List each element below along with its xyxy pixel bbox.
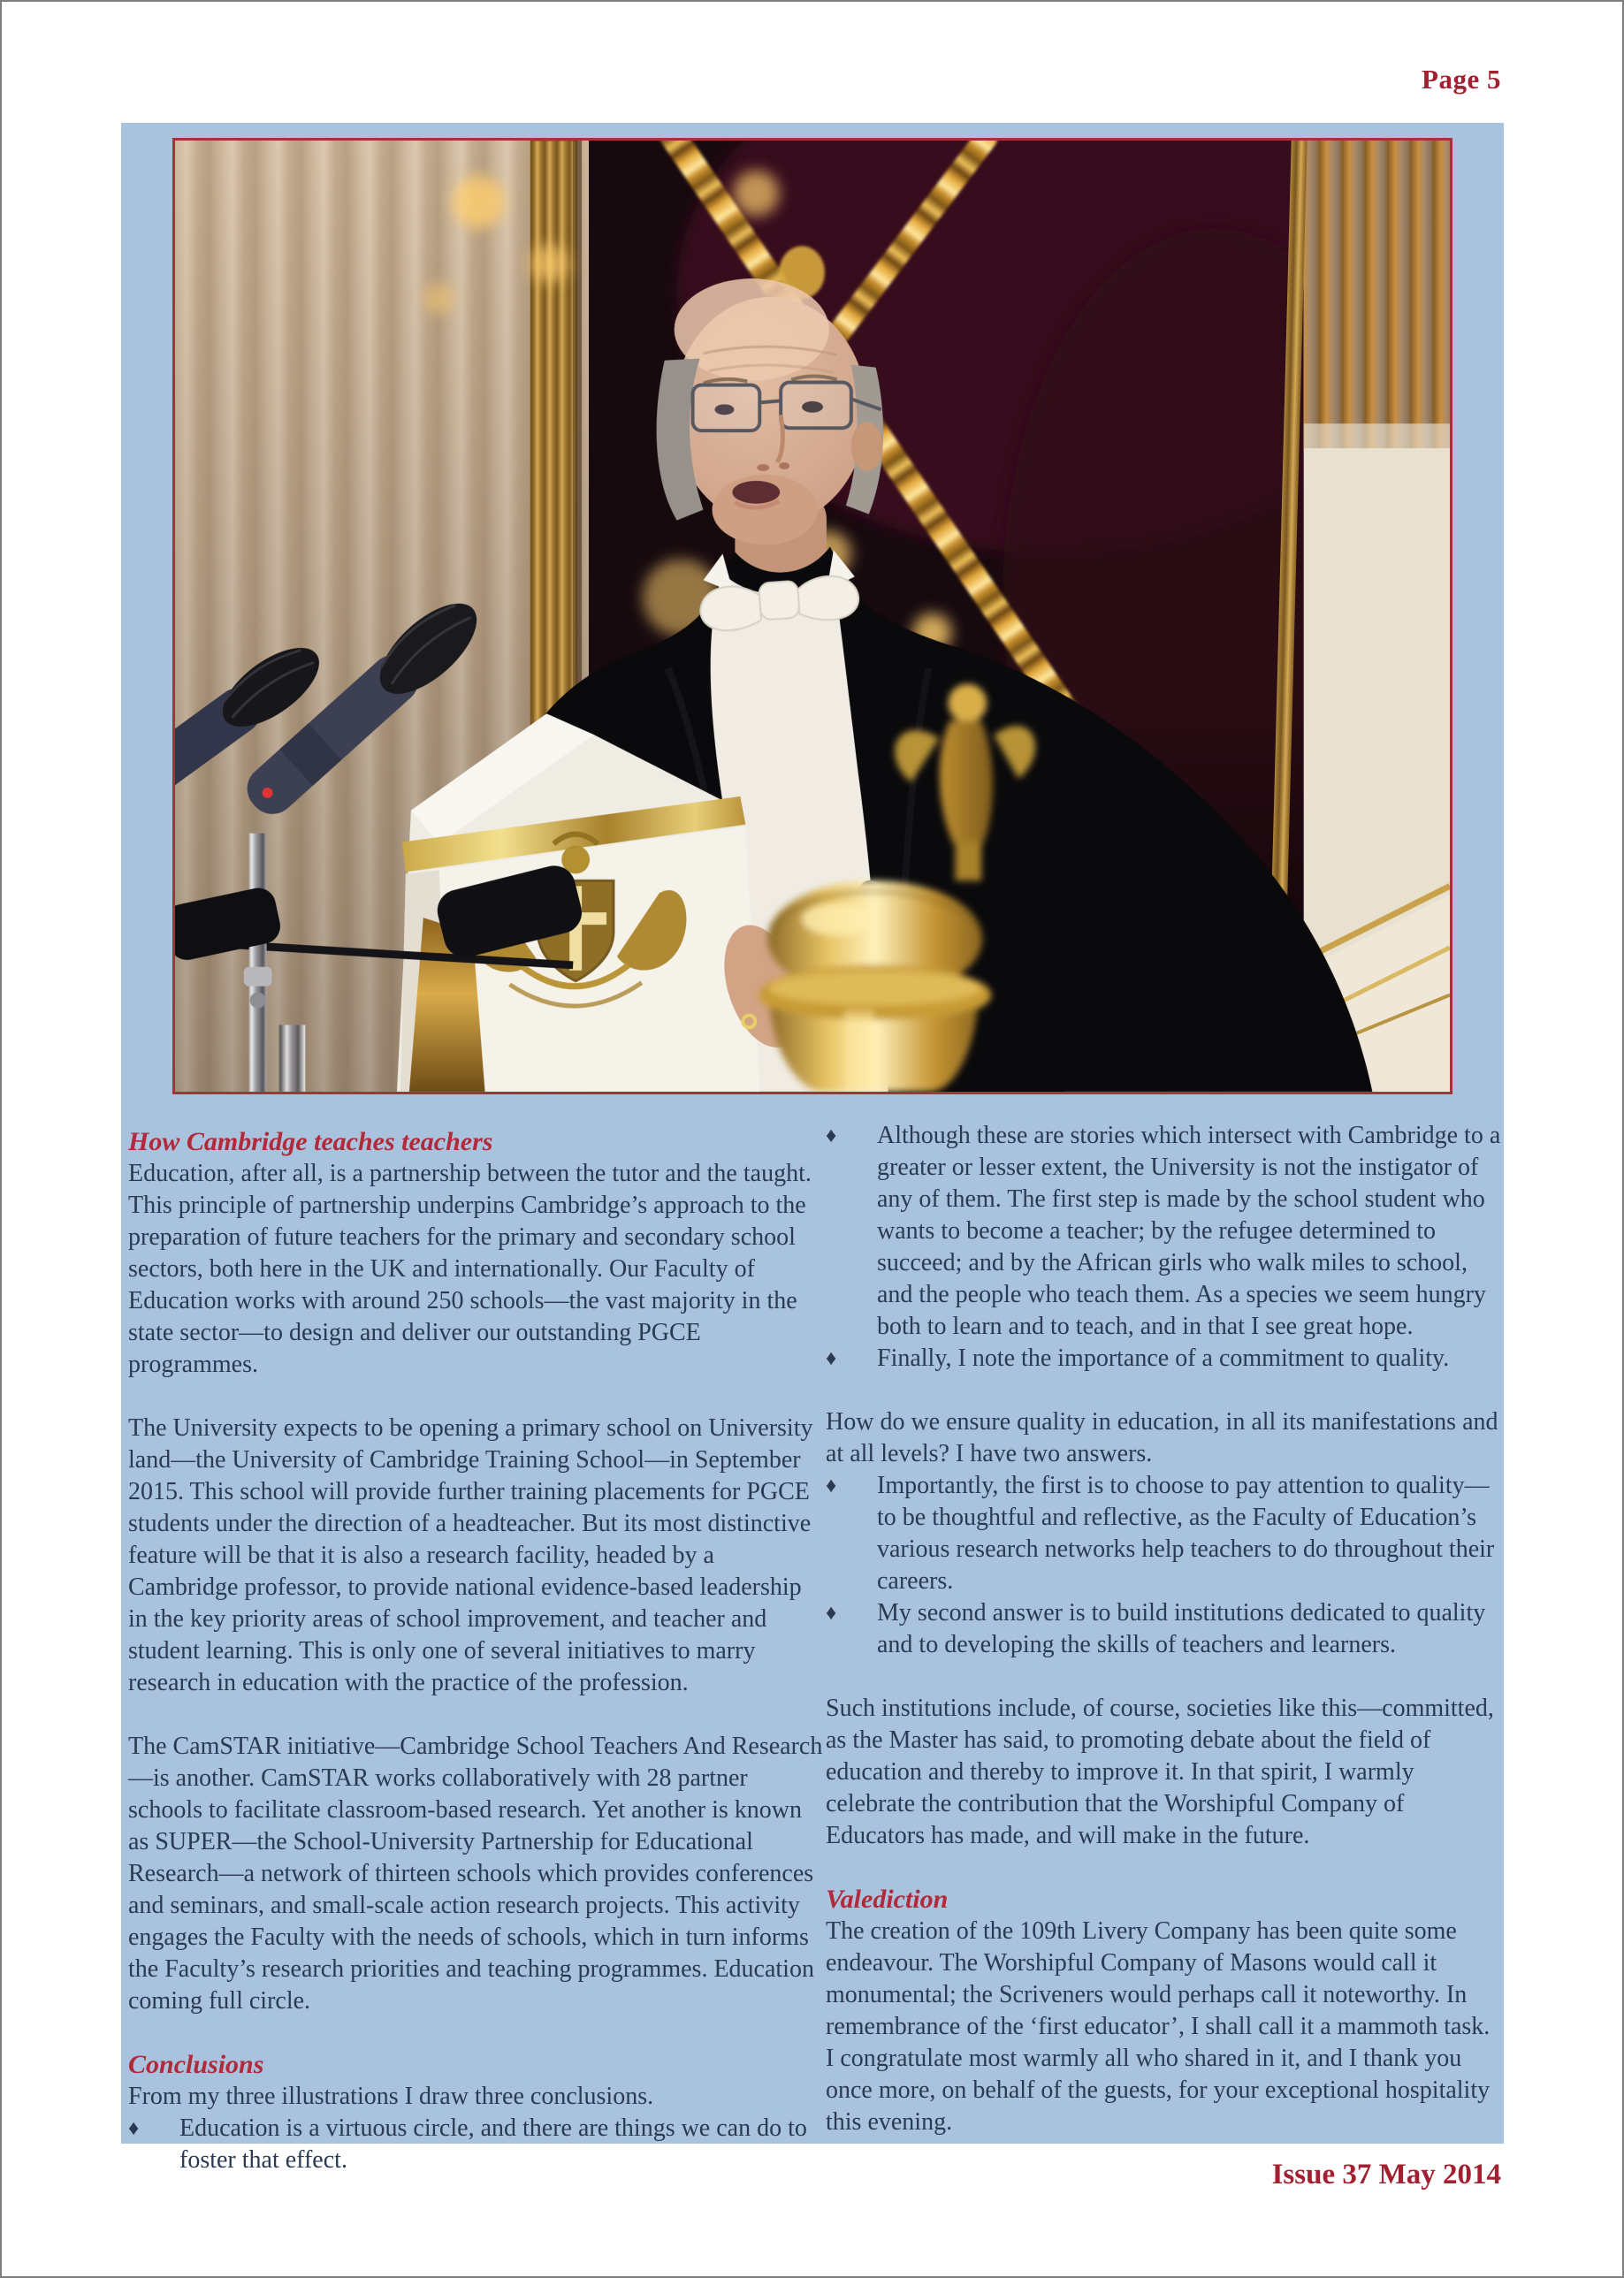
bullet-text: My second answer is to build institutions dedicated to quality and to developing the skills of teachers and learners. bbox=[877, 1599, 1486, 1658]
footer-issue: Issue 37 May 2014 bbox=[1271, 2159, 1501, 2190]
diamond-bullet-icon: ♦ bbox=[826, 1347, 837, 1370]
bullet-text: Education is a virtuous circle, and there are things we can do to foster that effect. bbox=[179, 2114, 807, 2174]
column-left bbox=[128, 1126, 823, 2176]
body-paragraph: The CamSTAR initiative—Cambridge School Teachers And Research—is another. CamSTAR works collaboratively with 28 partner schools to facilitate classroom-based research. Yet another is known as SUPER—the School-University Partnership for Educational Research—a network of thirteen schools which provides conferences and seminars, and small-scale action research projects. This activity engages the Faculty with the needs of schools, which in turn informs the Faculty’s research priorities and teaching programmes. Education coming full circle. bbox=[128, 1733, 823, 2015]
body-paragraph: The creation of the 109th Livery Company has been quite some endeavour. The Worshipful Company of Masons would call it monumental; the Scriveners would perhaps call it noteworthy. In remembrance of the ‘first educator’, I shall call it a mammoth task. I congratulate most warmly all who shared in it, and I thank you once more, on behalf of the guests, for your exceptional hospitality this evening. bbox=[826, 1917, 1491, 2136]
bullet-item bbox=[826, 1343, 1501, 1375]
body-paragraph: How do we ensure quality in education, in all its manifestations and at all levels? I have two answers. bbox=[826, 1408, 1498, 1467]
body-paragraph: The University expects to be opening a primary school on University land—the University of Cambridge Training School—in September 2015. This school will provide further training placements for PGCE students under the direction of a headteacher. But its most distinctive feature will be that it is also a research facility, headed by a Cambridge professor, to provide national evidence-based leadership in the key priority areas of school improvement, and teacher and student learning. This is only one of several initiatives to marry research in education with the practice of the profession. bbox=[128, 1414, 813, 1696]
bullet-item bbox=[128, 2113, 823, 2176]
body-paragraph: Education, after all, is a partnership between the tutor and the taught. This principle of partnership underpins Cambridge’s approach to the preparation of future teachers for the primary and secondary school sectors, both here in the UK and internationally. Our Faculty of Education works with around 250 schools—the vast majority in the state sector—to design and deliver our outstanding PGCE programmes. bbox=[128, 1160, 812, 1378]
bullet-text: Although these are stories which intersect with Cambridge to a greater or lesser extent, the University is not the instigator of any of them. The first step is made by the school student who wants to become a teacher; by the refugee determined to succeed; and by the African girls who walk miles to school, and the people who teach them. As a species we seem hungry both to learn and to teach, and in that I see great hope. bbox=[877, 1122, 1501, 1340]
bullet-text: Importantly, the first is to choose to pay attention to quality—to be thoughtful and reflective, as the Faculty of Education’s various research networks help teachers to do throughout their careers. bbox=[877, 1472, 1495, 1595]
column-right bbox=[826, 1120, 1501, 2138]
diamond-bullet-icon: ♦ bbox=[128, 2117, 140, 2140]
speech-photo bbox=[172, 138, 1452, 1094]
speech-photo-illustration bbox=[175, 141, 1450, 1092]
diamond-bullet-icon: ♦ bbox=[826, 1474, 837, 1497]
gilt-frame-edge bbox=[530, 141, 582, 747]
diamond-bullet-icon: ♦ bbox=[826, 1124, 837, 1147]
bullet-item bbox=[826, 1470, 1501, 1597]
bullet-item bbox=[826, 1120, 1501, 1343]
body-paragraph: From my three illustrations I draw three conclusions. bbox=[128, 2083, 654, 2110]
section-heading-conclusions: Conclusions bbox=[128, 2050, 264, 2079]
diamond-bullet-icon: ♦ bbox=[826, 1602, 837, 1625]
bullet-item bbox=[826, 1597, 1501, 1661]
content-panel bbox=[121, 123, 1504, 2174]
section-heading-valediction: Valediction bbox=[826, 1885, 949, 1914]
bullet-text: Finally, I note the importance of a commitment to quality. bbox=[877, 1345, 1450, 1372]
body-paragraph: Such institutions include, of course, societies like this—committed, as the Master has said, to promoting debate about the field of education and thereby to improve it. In that spirit, I warmly celebrate the contribution that the Worshipful Company of Educators has made, and will make in the future. bbox=[826, 1695, 1494, 1849]
section-heading-how-cambridge: How Cambridge teaches teachers bbox=[128, 1127, 493, 1156]
page-number: Page 5 bbox=[1422, 64, 1501, 95]
